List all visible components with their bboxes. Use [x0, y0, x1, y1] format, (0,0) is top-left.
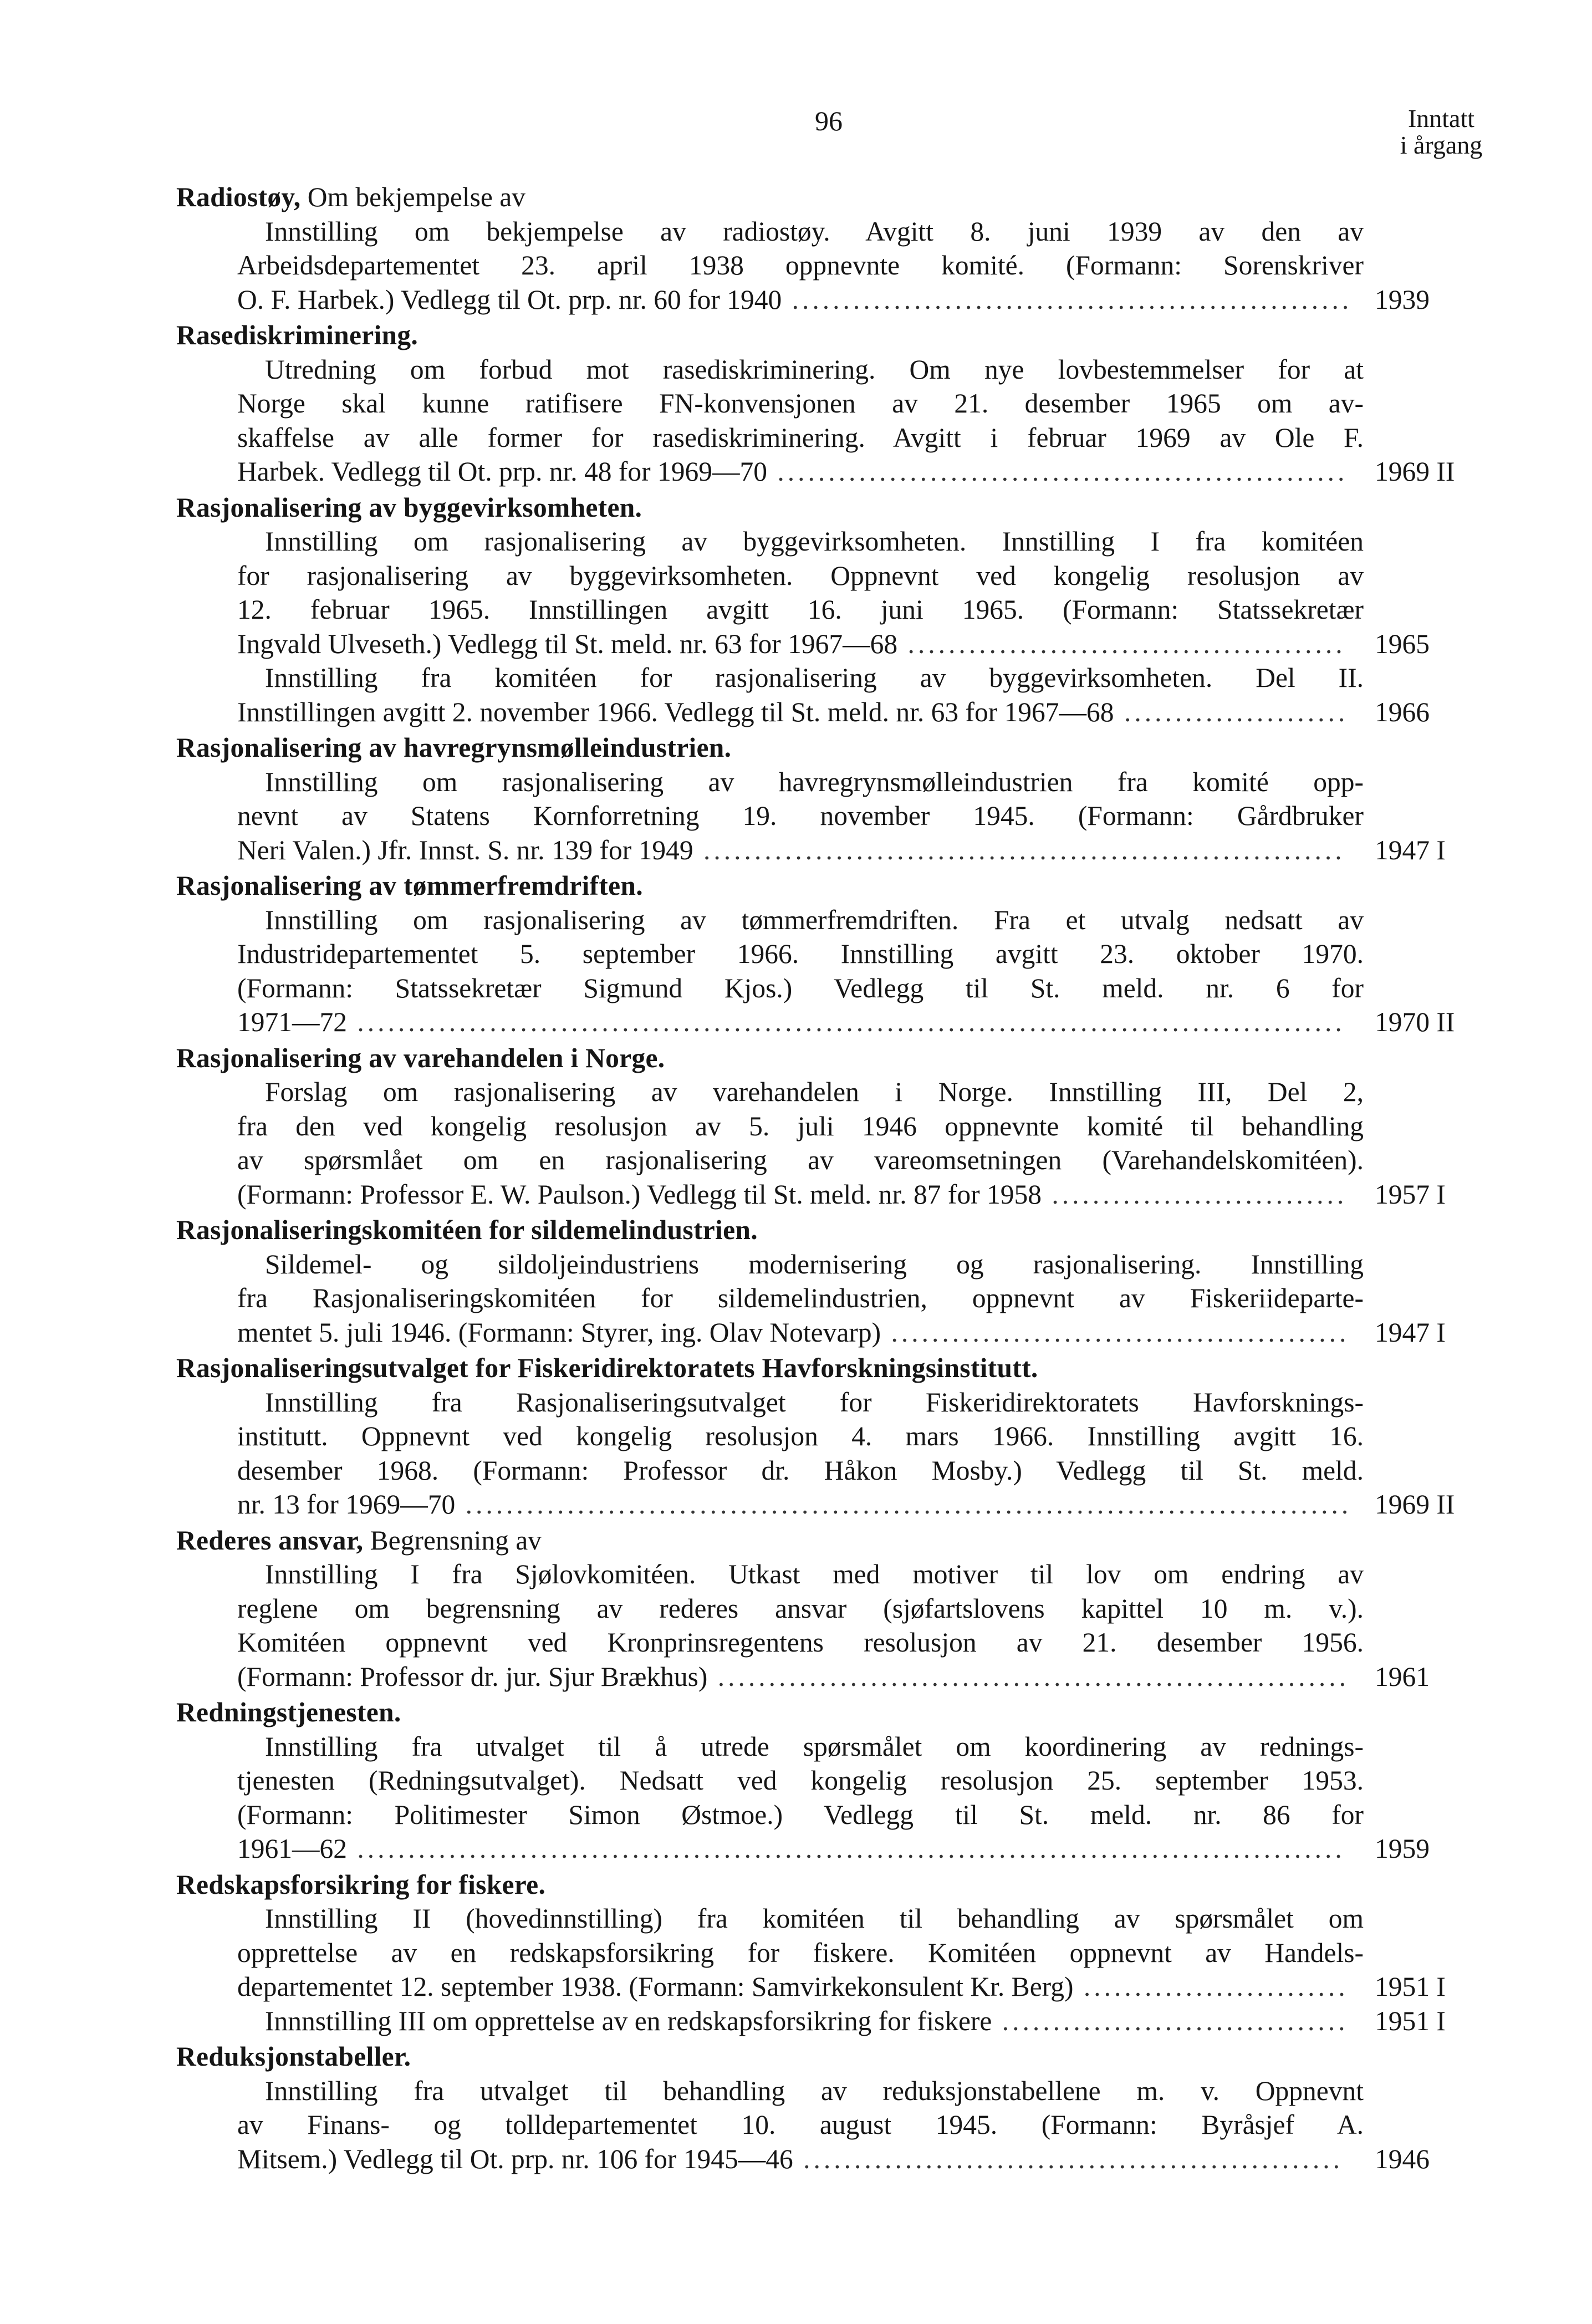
year-included: 1969 II — [1375, 1489, 1455, 1520]
leader-dots: ............................................................... — [693, 834, 1345, 865]
leader-dots: .............................................................. — [707, 1661, 1349, 1692]
entry-heading-title: Redskapsforsikring for fiskere. — [176, 1869, 546, 1900]
entry-item — [176, 1730, 1486, 1866]
leader-dots: ...................... — [1114, 696, 1349, 727]
entry-heading-title: Radiostøy, — [176, 182, 301, 212]
description-line-text: Mitsem.) Vedlegg til Ot. prp. nr. 106 for 1945—46 — [237, 2143, 793, 2174]
year-included: 1957 I — [1375, 1179, 1446, 1210]
description-line-text: (Formann: Professor dr. jur. Sjur Brækhus) — [237, 1661, 708, 1692]
year-included: 1959 — [1375, 1833, 1430, 1864]
entry-item — [176, 1557, 1486, 1694]
description-line-text: O. F. Harbek.) Vedlegg til Ot. prp. nr. 60 for 1940 — [237, 284, 782, 315]
description-line — [237, 695, 1364, 730]
description-line: fra Rasjonaliseringskomitéen for sildemelindustrien, oppnevnt av Fiskeriideparte- — [237, 1283, 1364, 1313]
description-line: for rasjonalisering av byggevirksomheten. Oppnevnt ved kongelig resolusjon av — [237, 560, 1364, 591]
entry-heading — [176, 318, 1486, 353]
entry-heading — [176, 1868, 1486, 1902]
entry-heading-title: Redningstjenesten. — [176, 1697, 401, 1727]
entry-item — [176, 765, 1486, 868]
description-line — [237, 627, 1364, 661]
column-header-line: i årgang — [1400, 131, 1483, 159]
entry-item — [176, 2004, 1486, 2038]
description-line: (Formann: Statssekretær Sigmund Kjos.) Vedlegg til St. meld. nr. 6 for — [237, 972, 1364, 1003]
entry-heading-title: Rasjonaliseringskomitéen for sildemelindustrien. — [176, 1215, 758, 1245]
entry-heading — [176, 1213, 1486, 1247]
index-list — [176, 180, 1486, 2178]
description-line-text: Neri Valen.) Jfr. Innst. S. nr. 139 for 1949 — [237, 834, 693, 865]
description-line: Sildemel- og sildoljeindustriens modernisering og rasjonalisering. Innstilling — [265, 1248, 1364, 1280]
entry-description — [176, 661, 1486, 729]
entry-item — [176, 1247, 1486, 1350]
description-line-text: Innnstilling III om opprettelse av en redskapsforsikring for fiskere — [265, 2005, 992, 2036]
description-line: Industridepartementet 5. september 1966. Innstilling avgitt 23. oktober 1970. — [237, 939, 1364, 969]
entry-heading — [176, 1523, 1486, 1558]
leader-dots: ............................................. — [881, 1317, 1350, 1348]
description-line: opprettelse av en redskapsforsikring for fiskere. Komitéen oppnevnt av Handels- — [237, 1937, 1364, 1968]
year-included: 1939 — [1375, 284, 1430, 315]
year-included: 1961 — [1375, 1661, 1430, 1692]
entry-heading — [176, 491, 1486, 525]
entry-heading — [176, 1041, 1486, 1076]
entry-item — [176, 524, 1486, 661]
year-included: 1946 — [1375, 2143, 1430, 2174]
entry-item — [176, 903, 1486, 1039]
description-line — [237, 283, 1364, 317]
description-line-text: mentet 5. juli 1946. (Formann: Styrer, ing. Olav Notevarp) — [237, 1317, 881, 1348]
description-line: fra den ved kongelig resolusjon av 5. juli 1946 oppnevnte komité til behandling — [237, 1110, 1364, 1141]
entry-heading-subtitle: Begrensning av — [363, 1525, 542, 1556]
description-line: Innstilling om rasjonalisering av havregrynsmølleindustrien fra komité opp- — [265, 766, 1364, 797]
description-line — [237, 1005, 1364, 1039]
entry-heading — [176, 1695, 1486, 1730]
description-line: Innstilling fra utvalget til behandling av reduksjonstabellene m. v. Oppnevnt — [265, 2075, 1364, 2106]
leader-dots: .................................. — [992, 2005, 1349, 2036]
entry-heading-title: Rasjonalisering av varehandelen i Norge. — [176, 1042, 665, 1073]
description-line — [237, 833, 1364, 868]
entry-item — [176, 2074, 1486, 2177]
year-included: 1965 — [1375, 628, 1430, 659]
entry-description — [176, 1385, 1486, 1522]
entry-description — [176, 1730, 1486, 1866]
description-line: Komitéen oppnevnt ved Kronprinsregentens resolusjon av 21. desember 1956. — [237, 1627, 1364, 1658]
column-header-line: Inntatt — [1407, 104, 1475, 132]
year-included: 1970 II — [1375, 1007, 1455, 1037]
description-line: desember 1968. (Formann: Professor dr. Håkon Mosby.) Vedlegg til St. meld. — [237, 1455, 1364, 1486]
description-line: tjenesten (Redningsutvalget). Nedsatt ved kongelig resolusjon 25. september 1953. — [237, 1765, 1364, 1796]
index-entry — [176, 318, 1486, 489]
column-header — [1380, 105, 1502, 159]
entry-description — [176, 1902, 1486, 2004]
description-line-text: Harbek. Vedlegg til Ot. prp. nr. 48 for 1969—70 — [237, 456, 767, 487]
index-entry — [176, 1351, 1486, 1522]
entry-description — [176, 215, 1486, 317]
description-line: Innstilling fra utvalget til å utrede spørsmålet om koordinering av rednings- — [265, 1731, 1364, 1762]
entry-item — [176, 1385, 1486, 1522]
entry-heading-title: Rasjonalisering av havregrynsmølleindustrien. — [176, 732, 732, 763]
entry-description — [176, 353, 1486, 489]
description-line — [237, 1660, 1364, 1694]
description-line — [237, 1970, 1364, 2004]
leader-dots: ........................................... — [897, 628, 1346, 659]
entry-heading-title: Rederes ansvar, — [176, 1525, 364, 1556]
entry-description — [176, 1075, 1486, 1211]
index-entry — [176, 180, 1486, 317]
entry-description — [176, 2074, 1486, 2177]
description-line-text: 1971—72 — [237, 1007, 347, 1037]
description-line — [237, 1316, 1364, 1350]
description-line: Innstilling II (hovedinnstilling) fra komitéen til behandling av spørsmålet om — [265, 1903, 1364, 1934]
entry-heading-title: Reduksjonstabeller. — [176, 2041, 411, 2072]
year-included: 1966 — [1375, 696, 1430, 727]
entry-item — [176, 1075, 1486, 1211]
page-number: 96 — [815, 105, 843, 136]
description-line: Innstilling om rasjonalisering av tømmerfremdriften. Fra et utvalg nedsatt av — [265, 904, 1364, 935]
index-entry — [176, 491, 1486, 730]
description-line: nevnt av Statens Kornforretning 19. november 1945. (Formann: Gårdbruker — [237, 801, 1364, 831]
entry-description — [176, 903, 1486, 1039]
entry-heading-subtitle: Om bekjempelse av — [300, 182, 525, 212]
description-line: Innstilling om bekjempelse av radiostøy. Avgitt 8. juni 1939 av den av — [265, 216, 1364, 247]
entry-heading-title: Rasjonalisering av tømmerfremdriften. — [176, 870, 643, 901]
index-entry — [176, 869, 1486, 1039]
entry-heading — [176, 1351, 1486, 1385]
description-line: (Formann: Politimester Simon Østmoe.) Vedlegg til St. meld. nr. 86 for — [237, 1799, 1364, 1830]
description-line-text: departementet 12. september 1938. (Formann: Samvirkekonsulent Kr. Berg) — [237, 1971, 1074, 2002]
index-entry — [176, 1041, 1486, 1212]
leader-dots: ....................................................................................... — [455, 1489, 1352, 1520]
description-line — [265, 2004, 1364, 2038]
description-line: Utredning om forbud mot rasediskriminering. Om nye lovbestemmelser for at — [265, 354, 1364, 385]
year-included: 1947 I — [1375, 834, 1446, 865]
description-line-text: 1961—62 — [237, 1833, 347, 1864]
description-line: Innstilling I fra Sjølovkomitéen. Utkast med motiver til lov om endring av — [265, 1559, 1364, 1589]
description-line-text: Innstillingen avgitt 2. november 1966. Vedlegg til St. meld. nr. 63 for 1967—68 — [237, 696, 1114, 727]
description-line: Innstilling om rasjonalisering av byggevirksomheten. Innstilling I fra komitéen — [265, 526, 1364, 557]
description-line-text: nr. 13 for 1969—70 — [237, 1489, 456, 1520]
entry-item — [176, 215, 1486, 317]
description-line: reglene om begrensning av rederes ansvar (sjøfartslovens kapittel 10 m. v.). — [237, 1593, 1364, 1624]
description-line: Norge skal kunne ratifisere FN-konvensjonen av 21. desember 1965 om av- — [237, 388, 1364, 419]
index-entry — [176, 1868, 1486, 2038]
description-line — [237, 1487, 1364, 1522]
entry-heading — [176, 180, 1486, 215]
entry-heading — [176, 869, 1486, 903]
entry-heading-title: Rasjonalisering av byggevirksomheten. — [176, 492, 642, 523]
leader-dots: ................................................................................................. — [347, 1007, 1345, 1037]
index-entry — [176, 1523, 1486, 1694]
description-line: skaffelse av alle former for rasediskriminering. Avgitt i februar 1969 av Ole F. — [237, 422, 1364, 453]
year-included: 1947 I — [1375, 1317, 1446, 1348]
entry-heading-title: Rasediskriminering. — [176, 320, 419, 350]
description-line-text: Ingvald Ulveseth.) Vedlegg til St. meld. nr. 63 for 1967—68 — [237, 628, 898, 659]
leader-dots: .......................... — [1073, 1971, 1349, 2002]
entry-heading-title: Rasjonaliseringsutvalget for Fiskeridirektoratets Havforskningsinstitutt. — [176, 1353, 1038, 1383]
index-entry — [176, 1695, 1486, 1866]
description-line: Forslag om rasjonalisering av varehandelen i Norge. Innstilling III, Del 2, — [265, 1077, 1364, 1107]
leader-dots: ................................................................................................. — [347, 1833, 1345, 1864]
description-line: Innstilling fra komitéen for rasjonalisering av byggevirksomheten. Del II. — [265, 662, 1364, 693]
description-line: av Finans- og tolldepartementet 10. august 1945. (Formann: Byråsjef A. — [237, 2109, 1364, 2140]
leader-dots: ..................................................... — [793, 2143, 1344, 2174]
entry-item — [176, 353, 1486, 489]
year-included: 1951 I — [1375, 1971, 1446, 2002]
entry-description — [176, 1247, 1486, 1350]
entry-item — [176, 661, 1486, 729]
entry-description — [176, 1557, 1486, 1694]
entry-description — [176, 765, 1486, 868]
entry-description — [176, 524, 1486, 661]
entry-description — [176, 2004, 1486, 2038]
description-line: Innstilling fra Rasjonaliseringsutvalget for Fiskeridirektoratets Havforsknings- — [265, 1387, 1364, 1418]
description-line — [237, 2142, 1364, 2177]
description-line: institutt. Oppnevnt ved kongelig resolusjon 4. mars 1966. Innstilling avgitt 16. — [237, 1421, 1364, 1451]
leader-dots: ........................................................ — [767, 456, 1348, 487]
description-line — [237, 1832, 1364, 1866]
entry-heading — [176, 2040, 1486, 2074]
description-line: av spørsmlået om en rasjonalisering av vareomsetningen (Varehandelskomitéen). — [237, 1145, 1364, 1175]
leader-dots: ............................. — [1042, 1179, 1348, 1210]
year-included: 1969 II — [1375, 456, 1455, 487]
description-line — [237, 455, 1364, 489]
year-included: 1951 I — [1375, 2005, 1446, 2036]
description-line: Arbeidsdepartementet 23. april 1938 oppnevnte komité. (Formann: Sorenskriver — [237, 250, 1364, 281]
index-entry — [176, 2040, 1486, 2176]
entry-heading — [176, 731, 1486, 765]
entry-item — [176, 1902, 1486, 2004]
index-entry — [176, 731, 1486, 867]
description-line: 12. februar 1965. Innstillingen avgitt 16. juni 1965. (Formann: Statssekretær — [237, 594, 1364, 625]
description-line — [237, 1178, 1364, 1212]
index-entry — [176, 1213, 1486, 1349]
description-line-text: (Formann: Professor E. W. Paulson.) Vedlegg til St. meld. nr. 87 for 1958 — [237, 1179, 1042, 1210]
leader-dots: ....................................................... — [782, 284, 1353, 315]
